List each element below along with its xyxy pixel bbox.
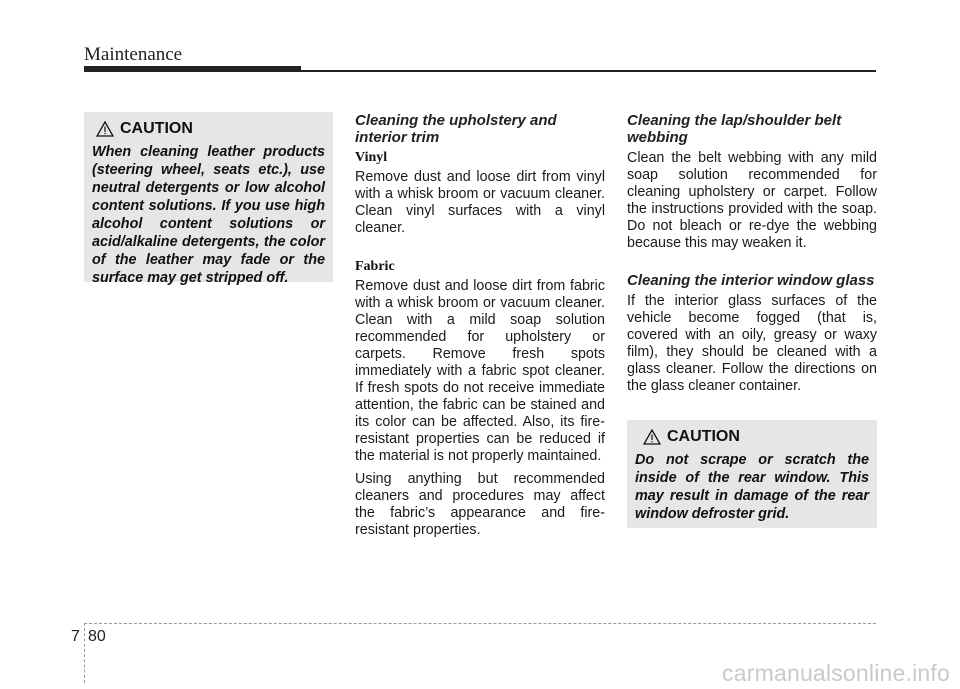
paragraph-fabric: Remove dust and loose dirt from fabric with a whisk broom or vacuum cleaner. Clean with a mild soap solution recommended for upholstery or carpets. Remove fresh spots immediately with a fabric spot cleaner. If fresh spots do not receive immediate attention, the fabric can be stained and its color can be affected. Also, its fire-resistant properties can be reduced if the material is not properly maintained. (355, 278, 605, 464)
warning-triangle-icon (643, 429, 661, 445)
paragraph-vinyl: Remove dust and loose dirt from vinyl with a whisk broom or vacuum cleaner. Clean vinyl surfaces with a vinyl cleaner. (355, 169, 605, 236)
paragraph-window-glass: If the interior glass surfaces of the vehicle become fogged (that is, covered with an oily, greasy or waxy film), they should be cleaned with a glass cleaner. Follow the directions on the glass cleaner container. (627, 293, 877, 394)
section-title: Maintenance (84, 44, 183, 65)
column-upholstery (355, 112, 605, 545)
caution-label: CAUTION (120, 120, 193, 137)
caution-label: CAUTION (667, 428, 740, 445)
heading-belt-webbing: Cleaning the lap/shoulder belt webbing (627, 112, 842, 146)
footer-rule (84, 623, 876, 624)
paragraph-belt-webbing: Clean the belt webbing with any mild soap solution recommended for cleaning upholstery or carpet. Follow the instructions provided with the soap. Do not bleach or re-dye the webbing because this may weaken it. (627, 150, 877, 251)
footer-divider (84, 623, 85, 683)
caution-header (92, 120, 325, 138)
subheading-fabric: Fabric (355, 259, 395, 274)
page-number: 80 (88, 628, 106, 645)
caution-text: When cleaning leather products (steering wheel, seats etc.), use neutral detergents or low alcohol content solutions. If you use high alcohol content solutions or acid/alkaline detergents, the color of the leather may fade or the surface may get stripped off. (92, 144, 325, 286)
caution-header (635, 428, 869, 446)
column-belt-glass (627, 112, 877, 401)
watermark: carmanualsonline.info (722, 660, 950, 686)
chapter-number: 7 (71, 628, 80, 645)
caution-box-rear-window (627, 420, 877, 528)
subheading-vinyl: Vinyl (355, 150, 388, 165)
warning-triangle-icon (96, 121, 114, 137)
heading-upholstery: Cleaning the upholstery and interior trim (355, 112, 557, 146)
paragraph-fabric-warning: Using anything but recommended cleaners and procedures may affect the fabric’s appearance and fire-resistant properties. (355, 471, 605, 538)
header-rule (84, 70, 876, 72)
heading-window-glass: Cleaning the interior window glass (627, 272, 875, 289)
caution-box-leather (84, 112, 333, 286)
caution-text: Do not scrape or scratch the inside of the rear window. This may result in damage of the rear window defroster grid. (635, 452, 869, 522)
